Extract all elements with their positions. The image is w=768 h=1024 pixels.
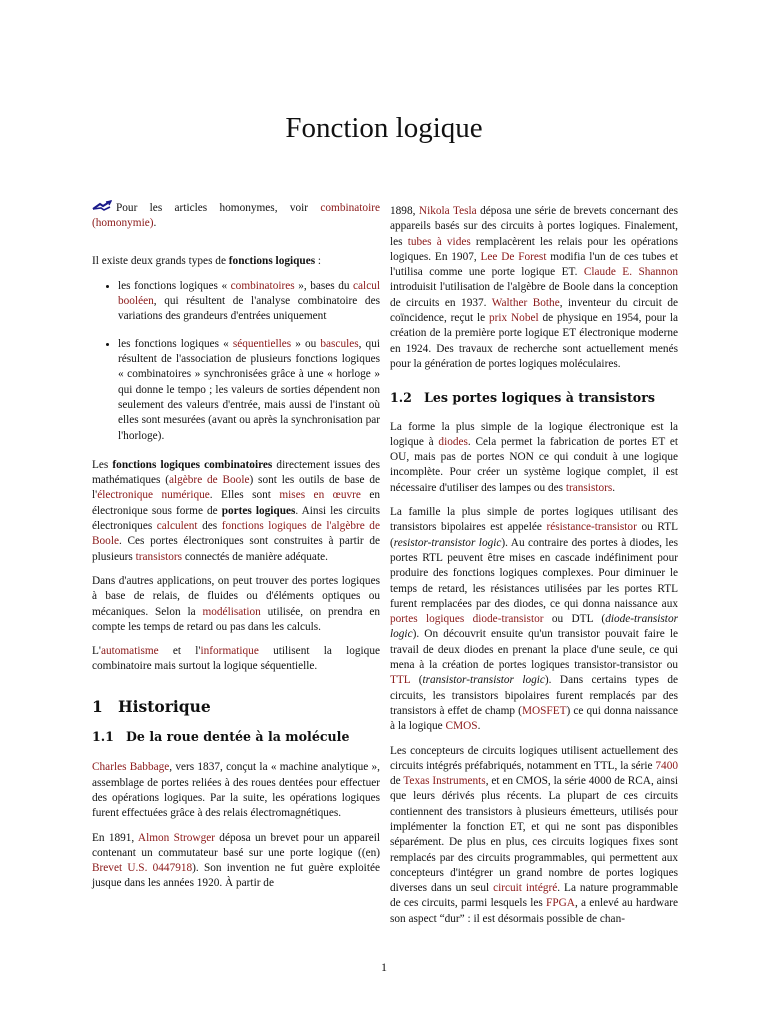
page-number: 1 <box>381 960 387 974</box>
link-fonctions-logiques-algebre[interactable]: fonctions logiques de l'algèbre de Boole <box>92 520 380 548</box>
tesla-paragraph: 1898, Nikola Tesla déposa une série de brevets concernant des appareils basés sur des circuits à portes logiques. Finalement, les tubes à vides remplacèrent les relais pour les opérations logiques. En 1907, Lee De Forest modifia l'un de ces tubes et l'utilisa comme une porte logique ET. Claude E. Shannon introduisit l'utilisation de l'algèbre de Boole dans la conception de circuits en 1937. Walther Bothe, inventeur du circuit de coïncidence, reçut le prix Nobel de physique en 1954, pour la création de la première porte logique ET électronique moderne en 1924. Des travaux de recherche sont actuellement menés pour la génération de portes logiques moléculaires. <box>390 205 679 370</box>
link-mosfet[interactable]: MOSFET <box>521 704 567 717</box>
list-item: • les fonctions logiques « combinatoires », bases du calcul booléen, qui résultent de l'analyse combinatoire des variations des grandeurs d'entrées uniquement <box>118 279 380 325</box>
link-portes-diode-transistor[interactable]: portes logiques diode-transistor <box>390 613 544 626</box>
automatisme-paragraph: L'automatisme et l'informatique utilisent la logique combinatoire mais surtout la logique séquentielle. <box>92 645 380 673</box>
section-heading-historique: 1 Historique <box>92 696 211 716</box>
link-charles-babbage[interactable]: Charles Babbage <box>92 761 170 774</box>
famille-paragraph: La famille la plus simple de portes logiques utilisant des transistors bipolaires est appelée résistance-transistor ou RTL (resistor-transistor logic). Au contraire des portes à diodes, les portes RTL peuvent être mises en cascade indéfiniment pour produire des fonctions logiques complexes. Pour diminuer le temps de retard, les résistances utilisées par les portes RTL furent remplacées par des diodes, ce qui donna naissance aux portes logiques diode-transistor ou DTL (diode-transistor logic). On découvrit ensuite qu'un transistor pouvait faire le travail de deux diodes en prenant la place d'une seule, ce qui mena à la création de portes logiques transistor-transistor ou TTL (transistor-transistor logic). Dans certains types de circuits, les transistors bipolaires furent remplacés par des transistors à effet de champ (MOSFET) ce qui donna naissance à la logique CMOS. <box>390 506 679 733</box>
link-lee-de-forest[interactable]: Lee De Forest <box>480 250 547 263</box>
link-circuit-integre[interactable]: circuit intégré <box>493 882 558 895</box>
link-resistance-transistor[interactable]: résistance-transistor <box>546 521 637 534</box>
list-item: • les fonctions logiques « séquentielles » ou bascules, qui résultent de l'association de plusieurs fonctions logiques « combinatoires » synchronisées grâce à une « horloge » qui donne le tempo ; les valeurs de sorties dépendent non seulement des valeurs d'entrée, mais aussi de l'instant où elles sont mesurées (avant ou après la synchronisation par l'horloge). <box>118 337 380 444</box>
link-modelisation[interactable]: modélisation <box>202 605 261 618</box>
applications-paragraph: Dans d'autres applications, on peut trouver des portes logiques à base de relais, de fluides ou d'éléments optiques ou mécaniques. Selon la modélisation utilisée, on prendra en compte les temps de retard ou pas dans les calculs. <box>92 574 380 633</box>
link-electronique-numerique[interactable]: électronique numérique <box>97 489 210 502</box>
link-calcul-booleen[interactable]: calcul booléen <box>118 279 380 308</box>
link-transistors[interactable]: transistors <box>135 550 183 563</box>
forme-paragraph: La forme la plus simple de la logique électronique est la logique à diodes. Cela permet la fabrication de portes ET et OU, mais pas de portes NON ce qui conduit à une logique incomplète. Pour créer un système logique complet, il est nécessaire d'utiliser des lampes ou des transistors. <box>390 420 678 494</box>
link-fpga[interactable]: FPGA <box>546 897 575 910</box>
link-walther-bothe[interactable]: Walther Bothe <box>491 296 560 309</box>
left-column <box>92 200 380 901</box>
link-nikola-tesla[interactable]: Nikola Tesla <box>418 205 477 217</box>
link-diodes[interactable]: diodes <box>438 435 468 448</box>
intro-paragraph: Il existe deux grands types de fonctions logiques : <box>92 254 322 267</box>
disambiguation-icon <box>92 200 112 212</box>
subsection-heading-roue: 1.1 De la roue dentée à la molécule <box>92 729 350 745</box>
right-column <box>390 204 678 936</box>
link-almon-strowger[interactable]: Almon Strowger <box>137 831 216 844</box>
page-title: Fonction logique <box>285 112 483 144</box>
subsection-heading-transistors: 1.2 Les portes logiques à transistors <box>390 390 655 406</box>
link-combinatoire-homonymie[interactable]: combinatoire (homonymie) <box>92 202 380 230</box>
link-informatique[interactable]: informatique <box>200 645 259 658</box>
link-ttl[interactable]: TTL <box>390 674 411 687</box>
link-7400[interactable]: 7400 <box>655 759 678 772</box>
link-brevet[interactable]: Brevet U.S. 0447918 <box>92 862 193 875</box>
link-bascules[interactable]: bascules <box>320 337 359 350</box>
link-tubes-a-vides[interactable]: tubes à vides <box>407 235 471 248</box>
combinatoires-paragraph: Les fonctions logiques combinatoires directement issues des mathématiques (algèbre de Boole) sont les outils de base de l'électronique numérique. Elles sont mises en œuvre en électronique sous forme de portes logiques. Ainsi les circuits électroniques calculent des fonctions logiques de l'algèbre de Boole. Ces portes électroniques sont construites à partir de plusieurs transistors connectés de manière adéquate. <box>92 458 380 563</box>
concepteurs-paragraph: Les concepteurs de circuits logiques utilisent actuellement des circuits intégrés préfabriqués, notamment en TTL, la série 7400 de Texas Instruments, et en CMOS, la série 4000 de RCA, ainsi que leurs dérivés plus récents. La plupart de ces circuits contiennent des transistors à plusieurs émetteurs, utilisés pour implémenter la fonction ET, et qui ne sont pas disponibles séparément. De plus en plus, ces circuits logiques fixes sont remplacés par des circuits programmables, qui permettent aux concepteurs d'intégrer un grand nombre de portes logiques diverses dans un seul circuit intégré. La nature programmable de ces circuits, parmi lesquels les FPGA, a enlevé au hardware son aspect “dur” : il est désormais possible de chan- <box>390 744 678 925</box>
link-automatisme[interactable]: automatisme <box>100 645 159 658</box>
link-algebre-de-boole[interactable]: algèbre de Boole <box>168 474 250 487</box>
hatnote: Pour les articles homonymes, voir combinatoire (homonymie). <box>92 202 380 230</box>
babbage-paragraph: Charles Babbage, vers 1837, conçut la « machine analytique », assemblage de portes reliées à des roues dentées pour effectuer des opérations logiques. Par la suite, les opérations logiques furent effectuées grâce à des relais électromagnétiques. <box>92 761 380 820</box>
link-combinatoires[interactable]: combinatoires <box>230 279 295 292</box>
link-cmos[interactable]: CMOS <box>445 720 478 733</box>
link-sequentielles[interactable]: séquentielles <box>232 337 292 350</box>
link-prix-nobel[interactable]: prix Nobel <box>488 312 539 325</box>
hatnote-text: Pour les articles homonymes, voir <box>116 202 309 214</box>
link-claude-shannon[interactable]: Claude E. Shannon <box>583 266 678 279</box>
link-transistors-2[interactable]: transistors <box>565 481 613 494</box>
strowger-paragraph: En 1891, Almon Strowger déposa un brevet pour un appareil contenant un commutateur basé sur une porte logique ((en) Brevet U.S. 0447918). Son invention ne fut guère exploitée jusque dans les années 1920. À partir de <box>92 831 380 890</box>
types-list <box>92 279 380 444</box>
link-texas-instruments[interactable]: Texas Instruments <box>403 775 486 788</box>
link-calculent[interactable]: calculent <box>156 520 198 533</box>
link-mises-en-oeuvre[interactable]: mises en œuvre <box>279 489 361 502</box>
